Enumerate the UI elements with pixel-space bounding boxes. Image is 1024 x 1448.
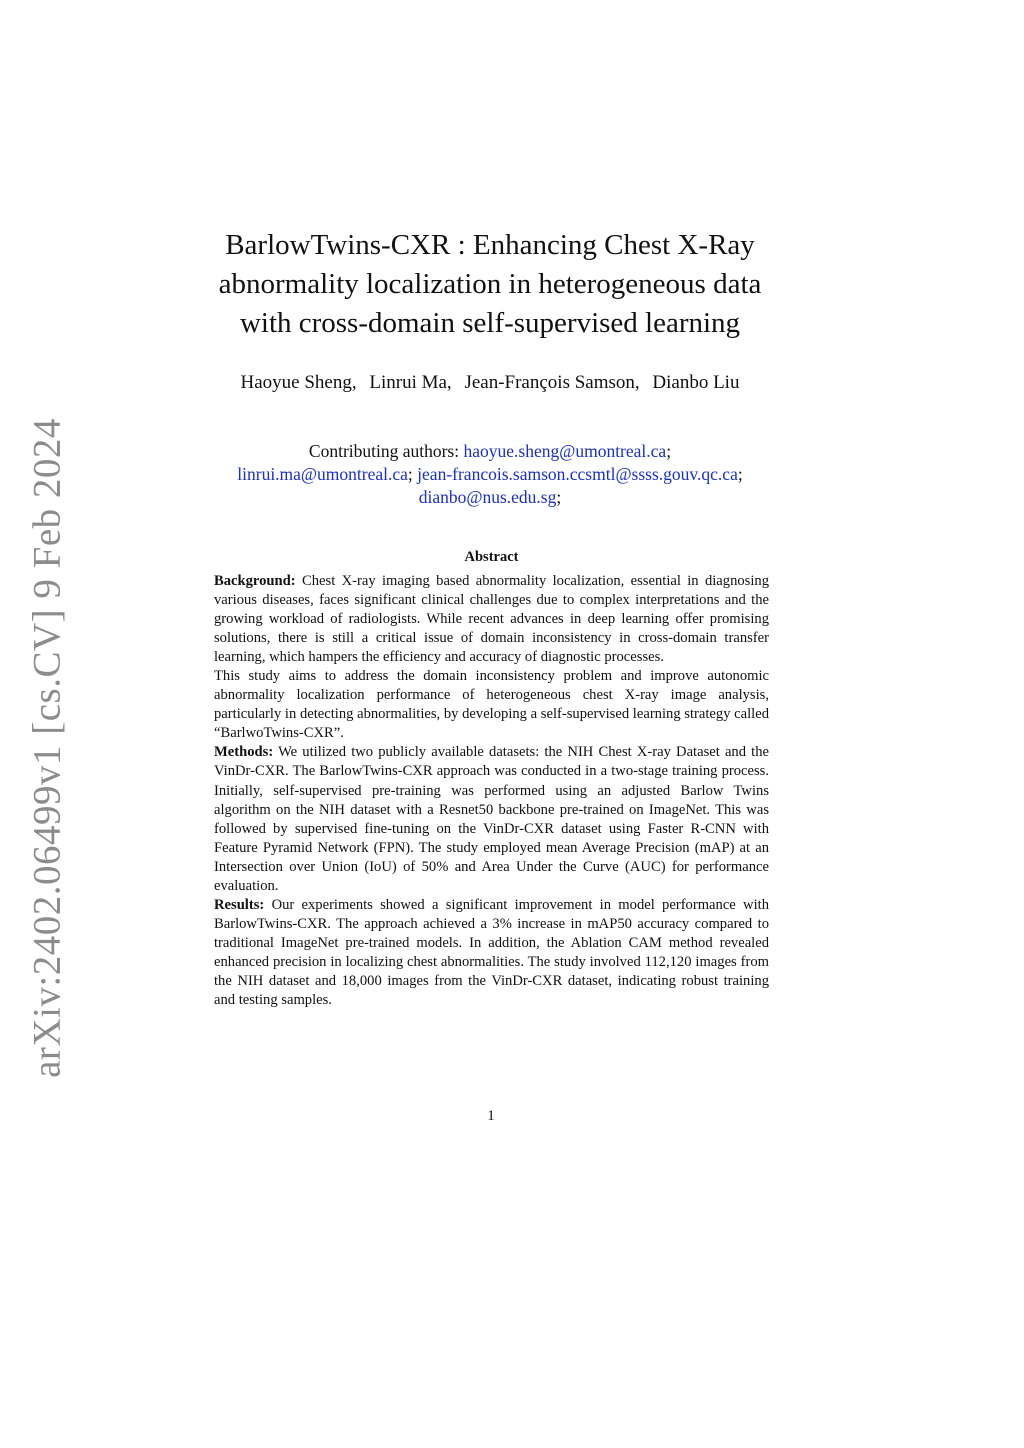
arxiv-identifier: arXiv:2402.06499v1 [cs.CV] 9 Feb 2024 (25, 418, 69, 1078)
aim-text: This study aims to address the domain inconsistency problem and improve autonomic abnormality localization performance of heterogeneous chest X-ray image analysis, particularly in detecting abnormalities, by developing a self-supervised learning strategy called “BarlwoTwins-CXR”. (214, 668, 769, 742)
author: Linrui Ma, (369, 372, 452, 393)
separator: ; (407, 464, 413, 484)
email-link[interactable]: dianbo@nus.edu.sg (418, 487, 557, 507)
separator: ; (556, 487, 562, 507)
email-link[interactable]: linrui.ma@umontreal.ca (237, 464, 408, 484)
background-label: Background: (214, 573, 296, 589)
author: Haoyue Sheng, (240, 372, 357, 393)
methods-label: Methods: (214, 744, 274, 761)
title-line: with cross-domain self-supervised learning (239, 307, 741, 339)
contributing-authors (160, 440, 820, 509)
results-text: Our experiments showed a significant improvement in model performance with BarlowTwins-CXR. The approach achieved a 3% increase in mAP50 accuracy compared to traditional ImageNet pre-trained models. In addition, the Ablation CAM method revealed enhanced precision in localizing chest abnormalities. The study involved 112,120 images from the NIH dataset and 18,000 images from the VinDr-CXR dataset, indicating robust training and testing samples. (214, 896, 770, 1009)
title-line: BarlowTwins-CXR : Enhancing Chest X-Ray (225, 229, 755, 261)
abstract-methods (214, 743, 769, 895)
page-number: 1 (487, 1108, 495, 1124)
author-list (160, 372, 820, 394)
separator: ; (737, 464, 743, 484)
email-link[interactable]: haoyue.sheng@umontreal.ca (463, 441, 667, 461)
results-label: Results: (214, 896, 265, 913)
paper-title (160, 226, 820, 343)
abstract-heading: Abstract (464, 549, 519, 565)
contributing-label: Contributing authors: (308, 441, 460, 461)
methods-text: We utilized two publicly available datasets: the NIH Chest X-ray Dataset and the VinDr-CXR. The BarlowTwins-CXR approach was conducted in a two-stage training process. Initially, self-supervised pre-training was performed using an adjusted Barlow Twins algorithm on the NIH dataset with a Resnet50 backbone pre-trained on ImageNet. This was followed by supervised fine-tuning on the VinDr-CXR dataset using Faster R-CNN with Feature Pyramid Network (FPN). The study employed mean Average Precision (mAP) at an Intersection over Union (IoU) of 50% and Area Under the Curve (AUC) for performance evaluation. (214, 744, 769, 894)
author: Dianbo Liu (652, 372, 740, 393)
title-line: abnormality localization in heterogeneous data (218, 268, 762, 300)
abstract-results (214, 896, 769, 1010)
abstract-aim (214, 667, 769, 743)
abstract-background (214, 572, 769, 667)
abstract-body (214, 572, 769, 1010)
separator: ; (666, 441, 672, 461)
background-text: Chest X-ray imaging based abnormality localization, essential in diagnosing various diseases, faces significant clinical challenges due to complex interpretations and the growing workload of radiologists. While recent advances in deep learning offer promising solutions, there is still a critical issue of domain inconsistency in cross-domain transfer learning, which hampers the efficiency and accuracy of diagnostic processes. (214, 573, 769, 666)
email-link[interactable]: jean-francois.samson.ccsmtl@ssss.gouv.qc.ca (417, 464, 738, 484)
author: Jean-François Samson, (464, 372, 640, 393)
